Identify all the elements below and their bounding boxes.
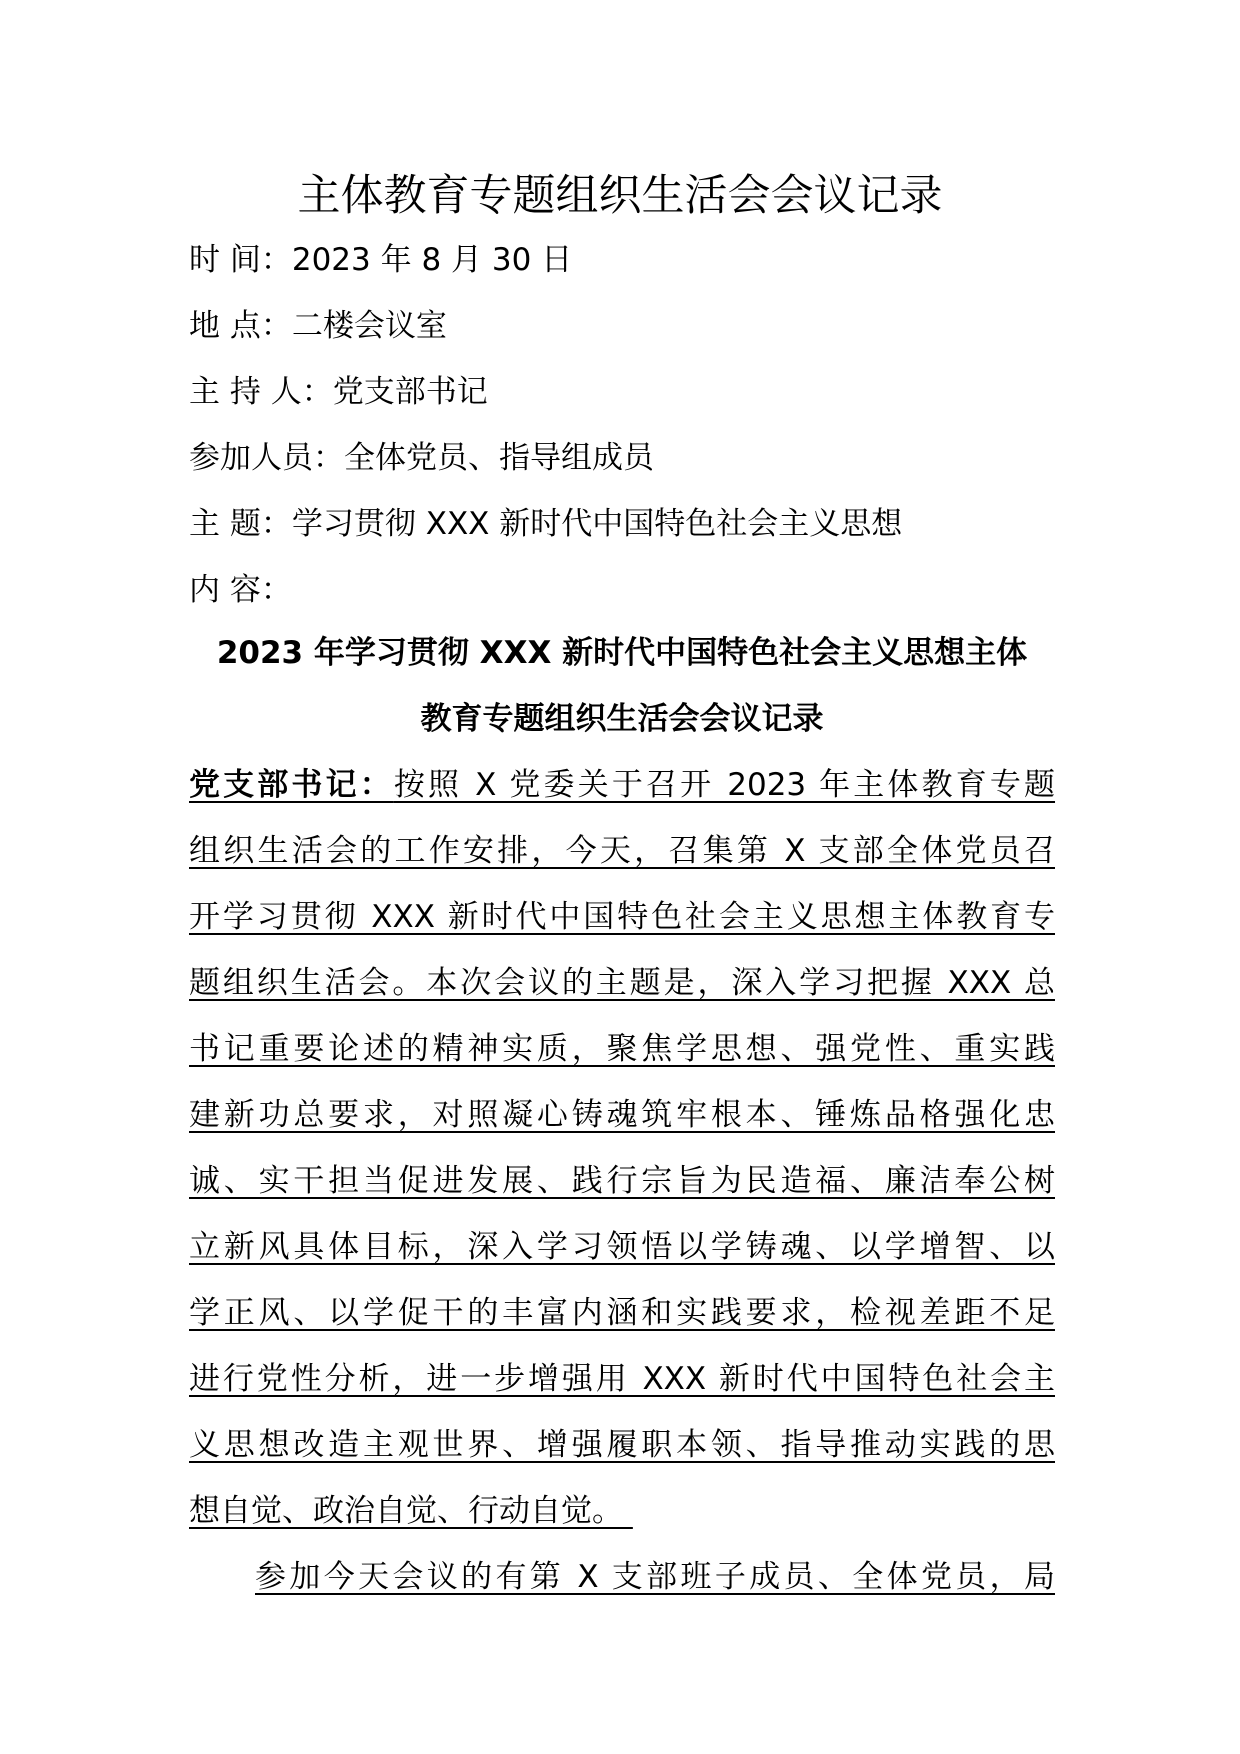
speech-line: 义思想改造主观世界、增强履职本领、指导推动实践的思 [189,1427,1055,1463]
speaker-label: 党支部书记： [189,767,394,803]
speech-line-text: 按照 X 党委关于召开 2023 年主体教育专题 [393,767,1056,803]
speech-line: 书记重要论述的精神实质，聚焦学思想、强党性、重实践 [189,1031,1055,1067]
speech-line: 组织生活会的工作安排，今天，召集第 X 支部全体党员召 [189,833,1055,869]
meta-topic-label: 主 题： [189,506,292,542]
meta-location-value: 二楼会议室 [291,308,447,344]
attendance-paragraph [189,1544,1055,1610]
meta-content [189,557,902,623]
attendance-line: 参加今天会议的有第 X 支部班子成员、全体党员，局 [255,1559,1055,1595]
speech-line: 进行党性分析，进一步增强用 XXX 新时代中国特色社会主 [189,1361,1055,1397]
speech-line: 学正风、以学促干的丰富内涵和实践要求，检视差距不足 [189,1295,1055,1331]
meta-topic [189,491,902,557]
speech-line: 建新功总要求，对照凝心铸魂筑牢根本、锤炼品格强化忠 [189,1097,1055,1133]
meta-host-value: 党支部书记 [332,374,488,410]
section-heading-line: 2023 年学习贯彻 XXX 新时代中国特色社会主义思想主体 [216,635,1028,671]
meta-location-label: 地 点： [189,308,292,344]
meta-attendees [189,425,902,491]
speech-line: 开学习贯彻 XXX 新时代中国特色社会主义思想主体教育专 [189,899,1055,935]
meta-time [189,227,902,293]
meta-host [189,359,902,425]
speech-line-last [189,1478,1055,1544]
speech-line: 立新风具体目标，深入学习领悟以学铸魂、以学增智、以 [189,1229,1055,1265]
speech-line-text: 想自觉、政治自觉、行动自觉。 [189,1493,623,1529]
meta-topic-value: 学习贯彻 XXX 新时代中国特色社会主义思想 [291,506,903,542]
meta-location [189,293,902,359]
meta-attendees-label: 参加人员： [189,440,344,476]
document-title: 主体教育专题组织生活会会议记录 [297,171,943,221]
meta-time-value: 2023 年 8 月 30 日 [291,242,573,278]
section-heading-line: 教育专题组织生活会会议记录 [420,701,824,737]
meta-content-label: 内 容： [189,572,292,608]
meta-attendees-value: 全体党员、指导组成员 [344,440,654,476]
meta-list [189,227,902,623]
meta-host-label: 主 持 人： [189,374,333,410]
speech-line: 题组织生活会。本次会议的主题是，深入学习把握 XXX 总 [189,965,1055,1001]
section-heading [189,620,1055,752]
speech-paragraph [189,752,1055,1544]
speech-line [189,752,1055,818]
speech-line: 诚、实干担当促进发展、践行宗旨为民造福、廉洁奉公树 [189,1163,1055,1199]
meta-time-label: 时 间： [189,242,292,278]
